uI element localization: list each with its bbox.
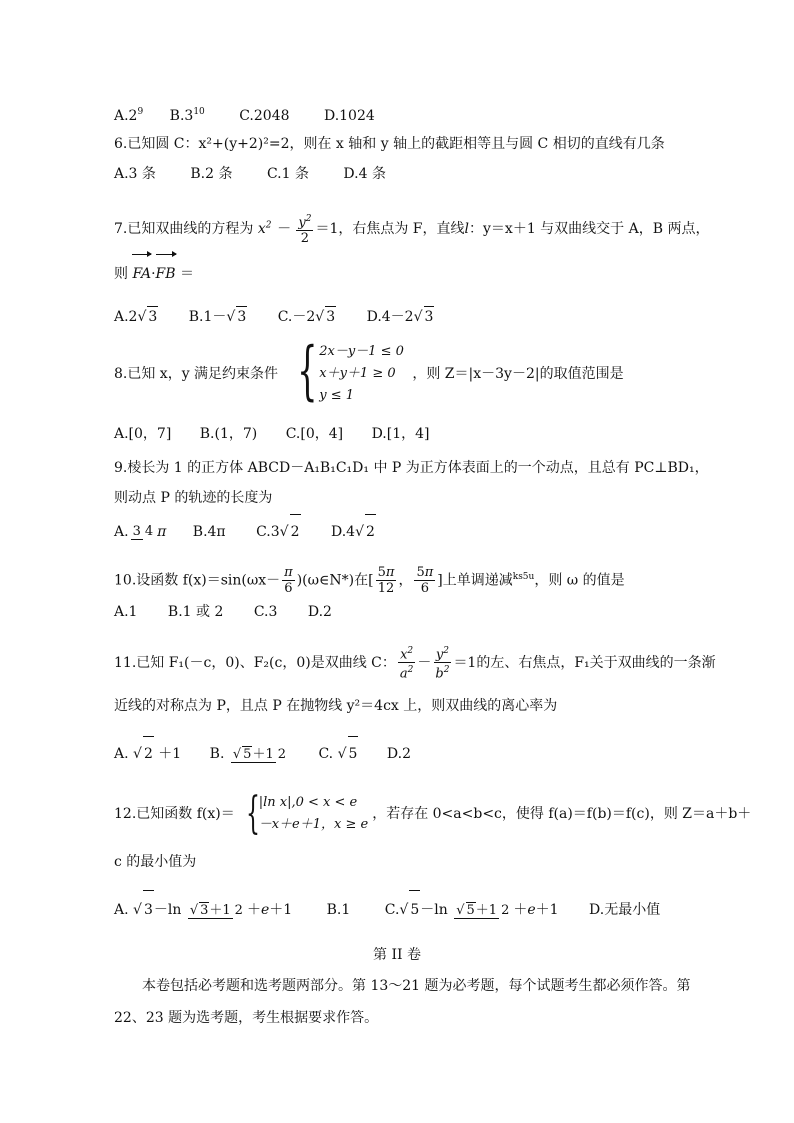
q7-option-d: D.4－2√ 3: [367, 306, 435, 327]
q8-constraint-system: { 2x－y－1 ≤ 0 x＋y＋1 ≥ 0 y ≤ 1: [296, 334, 404, 408]
q8-option-d: D.[1，4]: [371, 426, 430, 442]
q11-option-c: C. √ 5: [318, 736, 358, 771]
q7-option-b: B.1－√ 3: [189, 306, 248, 327]
q10-option-b: B.1 或 2: [167, 604, 224, 620]
q9-stem-2: 则动点 P 的轨迹的长度为: [114, 490, 273, 506]
section-intro-2: 22、23 题为选考题，考生根据要求作答。: [114, 1010, 379, 1026]
q7-option-a: A.2√ 3: [114, 306, 158, 327]
q11-stem: 11.已知 F₁(－c，0)、F₂(c，0)是双曲线 C： $\frac{x^2}{a^2}$ － $\frac{y^2}{b^2}$ ＝1的左、右焦点，F₁关于双曲线的一条渐: [114, 646, 716, 682]
q6-option-b: B.2 条: [190, 166, 233, 182]
q6-options: [114, 164, 386, 184]
q11-stem-2: 近线的对称点为 P，且点 P 在抛物线 y²＝4cx 上，则双曲线的离心率为: [114, 698, 558, 714]
q9-options: [114, 514, 376, 549]
q12-option-a: A. √ 3－ln √ 3＋1 2 ＋e＋1: [114, 890, 292, 929]
q5-option-a: $A.2^9$: [114, 107, 144, 124]
vector-fa: FA: [132, 264, 151, 284]
q9-option-b: B.4π: [192, 524, 226, 540]
q12-option-c: C.√ 5－ln √ 5＋1 2 ＋e＋1: [385, 890, 559, 929]
q5-option-b: $B.3^{10}$: [169, 107, 205, 124]
q12-option-d: D.无最小值: [589, 902, 661, 918]
q7-hyperbola-eq: $x^2$ － $\frac{y^2}{2}$: [257, 214, 312, 247]
q5-option-c: C.2048: [239, 107, 290, 124]
q10-stem: 10.设函数 f(x)＝sin(ωx－ $\frac{\pi}{6}$ )(ω∈N*)在[ $\frac{5\pi}{12}$ ， $\frac{5\pi}{6}$ ]上单调递减$^{ks5u}$，则 ω 的值是: [114, 565, 625, 597]
q6-stem: 6.已知圆 C：x²+(y+2)²=2，则在 x 轴和 y 轴上的截距相等且与圆 C 相切的直线有几条: [114, 136, 665, 152]
vector-fb: FB: [156, 264, 176, 284]
q6-option-d: D.4 条: [343, 166, 386, 182]
q6-option-a: A.3 条: [114, 166, 156, 182]
q12-options: [114, 890, 660, 929]
q11-option-d: D.2: [386, 746, 411, 762]
q12-stem: 12.已知函数 f(x)＝ { |ln x|,0 < x < e －x＋e＋1，x ≥ e ，若存在 0<a<b<c，使得 f(a)＝f(b)＝f(c)，则 Z＝a＋b＋: [114, 788, 752, 839]
section-title: 第 II 卷: [373, 947, 421, 963]
q9-option-c: C.3√ 2: [256, 514, 300, 549]
watermark-text: ks5u: [512, 572, 535, 582]
q8-options: [114, 424, 429, 444]
q7-option-c: C.－2√ 3: [278, 306, 336, 327]
q10-option-d: D.2: [307, 604, 332, 620]
q12-stem-2: c 的最小值为: [114, 854, 197, 870]
q7-stem-2: 则 FA ·FB ＝: [114, 264, 194, 284]
q9-stem: 9.棱长为 1 的正方体 ABCD－A₁B₁C₁D₁ 中 P 为正方体表面上的一个动点，且总有 PC⊥BD₁，: [114, 460, 709, 476]
q10-option-a: A.1: [114, 604, 138, 620]
q12-option-b: B.1: [326, 902, 351, 918]
q7-options: [114, 306, 434, 327]
q8-option-a: A.[0，7]: [114, 426, 172, 442]
q6-option-c: C.1 条: [266, 166, 309, 182]
q9-option-d: D.4√ 2: [331, 514, 376, 549]
q9-option-a: A. 3 4 π: [114, 524, 167, 540]
q11-option-a: A. √ 2 ＋1: [114, 736, 181, 771]
q8-option-c: C.[0，4]: [285, 426, 344, 442]
q12-piecewise: { |ln x|,0 < x < e －x＋e＋1，x ≥ e: [245, 788, 369, 839]
q10-options: [114, 602, 332, 622]
q8-stem: 8.已知 x，y 满足约束条件 { 2x－y－1 ≤ 0 x＋y＋1 ≥ 0 y ≤ 1 ，则 Z＝|x－3y－2|的取值范围是: [114, 334, 624, 408]
q5-option-d: D.1024: [323, 107, 375, 124]
section-intro-1: 本卷包括必考题和选考题两部分。第 13～21 题为必考题，每个试题考生都必须作答。第: [142, 978, 691, 994]
q10-option-c: C.3: [253, 604, 278, 620]
q11-options: [114, 736, 411, 771]
q11-option-b: B. √ 5＋1 2: [209, 746, 287, 762]
q7-stem: 7.已知双曲线的方程为 $x^2$ － $\frac{y^2}{2}$ ＝1，右焦点为 F，直线l：y＝x＋1 与双曲线交于 A，B 两点，: [114, 214, 710, 247]
q5-options: [114, 102, 375, 126]
q8-option-b: B.(1，7): [199, 426, 258, 442]
